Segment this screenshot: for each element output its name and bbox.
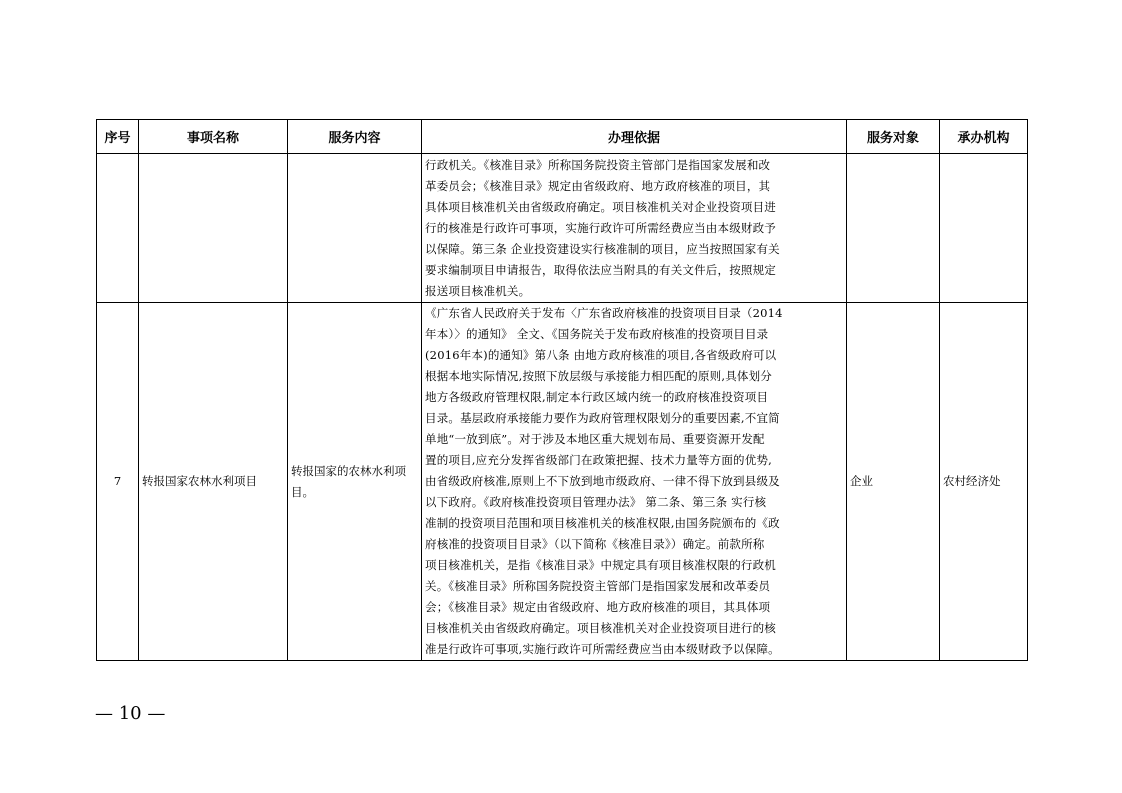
cell-seq: 7	[97, 303, 139, 661]
cell-item-name	[139, 154, 288, 303]
header-service-target: 服务对象	[847, 120, 940, 154]
header-service-content: 服务内容	[288, 120, 422, 154]
page-number: — 10 —	[95, 703, 166, 724]
header-seq: 序号	[97, 120, 139, 154]
cell-legal-basis: 《广东省人民政府关于发布〈广东省政府核准的投资项目目录（2014 年本）〉的通知》 全文、《国务院关于发布政府核准的投资项目目录 (2016年本)的通知》第八条 由地方政府核准的项目,各省级政府可以 根据本地实际情况,按照下放层级与承接能力相匹配的原则,具体划分 地方各级政府管理权限,制定本行政区域内统一的政府核准投资项目 目录。基层政府承接能力要作为政府管理权限划分的重要因素,不宜简 单地“一放到底”。对于涉及本地区重大规划布局、重要资源开发配 置的项目,应充分发挥省级部门在政策把握、技术力量等方面的优势, 由省级政府核准,原则上不下放到地市级政府、一律不得下放到县级及 以下政府。《政府核准投资项目管理办法》 第二条、第三条 实行核 准制的投资项目范围和项目核准机关的核准权限,由国务院颁布的《政 府核准的投资项目目录》（以下简称《核准目录》）确定。前款所称 项目核准机关，是指《核准目录》中规定具有项目核准权限的行政机 关。《核准目录》所称国务院投资主管部门是指国家发展和改革委员 会；《核准目录》规定由省级政府、地方政府核准的项目，其具体项 目核准机关由省级政府确定。项目核准机关对企业投资项目进行的核 准是行政许可事项,实施行政许可所需经费应当由本级财政予以保障。	[422, 303, 847, 661]
cell-service-content: 转报国家的农林水利项目。	[288, 303, 422, 661]
header-handling-agency: 承办机构	[940, 120, 1028, 154]
cell-item-name: 转报国家农林水利项目	[139, 303, 288, 661]
cell-legal-basis: 行政机关。《核准目录》所称国务院投资主管部门是指国家发展和改 革委员会；《核准目录》规定由省级政府、地方政府核准的项目，其 具体项目核准机关由省级政府确定。项目核准机关对企业投资项目进 行的核准是行政许可事项，实施行政许可所需经费应当由本级财政予 以保障。第三条 企业投资建设实行核准制的项目，应当按照国家有关 要求编制项目申请报告，取得依法应当附具的有关文件后，按照规定 报送项目核准机关。	[422, 154, 847, 303]
cell-service-target	[847, 154, 940, 303]
cell-handling-agency: 农村经济处	[940, 303, 1028, 661]
header-legal-basis: 办理依据	[422, 120, 847, 154]
cell-service-target: 企业	[847, 303, 940, 661]
cell-seq	[97, 154, 139, 303]
cell-handling-agency	[940, 154, 1028, 303]
header-item-name: 事项名称	[139, 120, 288, 154]
service-items-table	[96, 119, 1028, 661]
table-header-row	[97, 120, 1028, 154]
table-row	[97, 154, 1028, 303]
table-row	[97, 303, 1028, 661]
cell-service-content	[288, 154, 422, 303]
